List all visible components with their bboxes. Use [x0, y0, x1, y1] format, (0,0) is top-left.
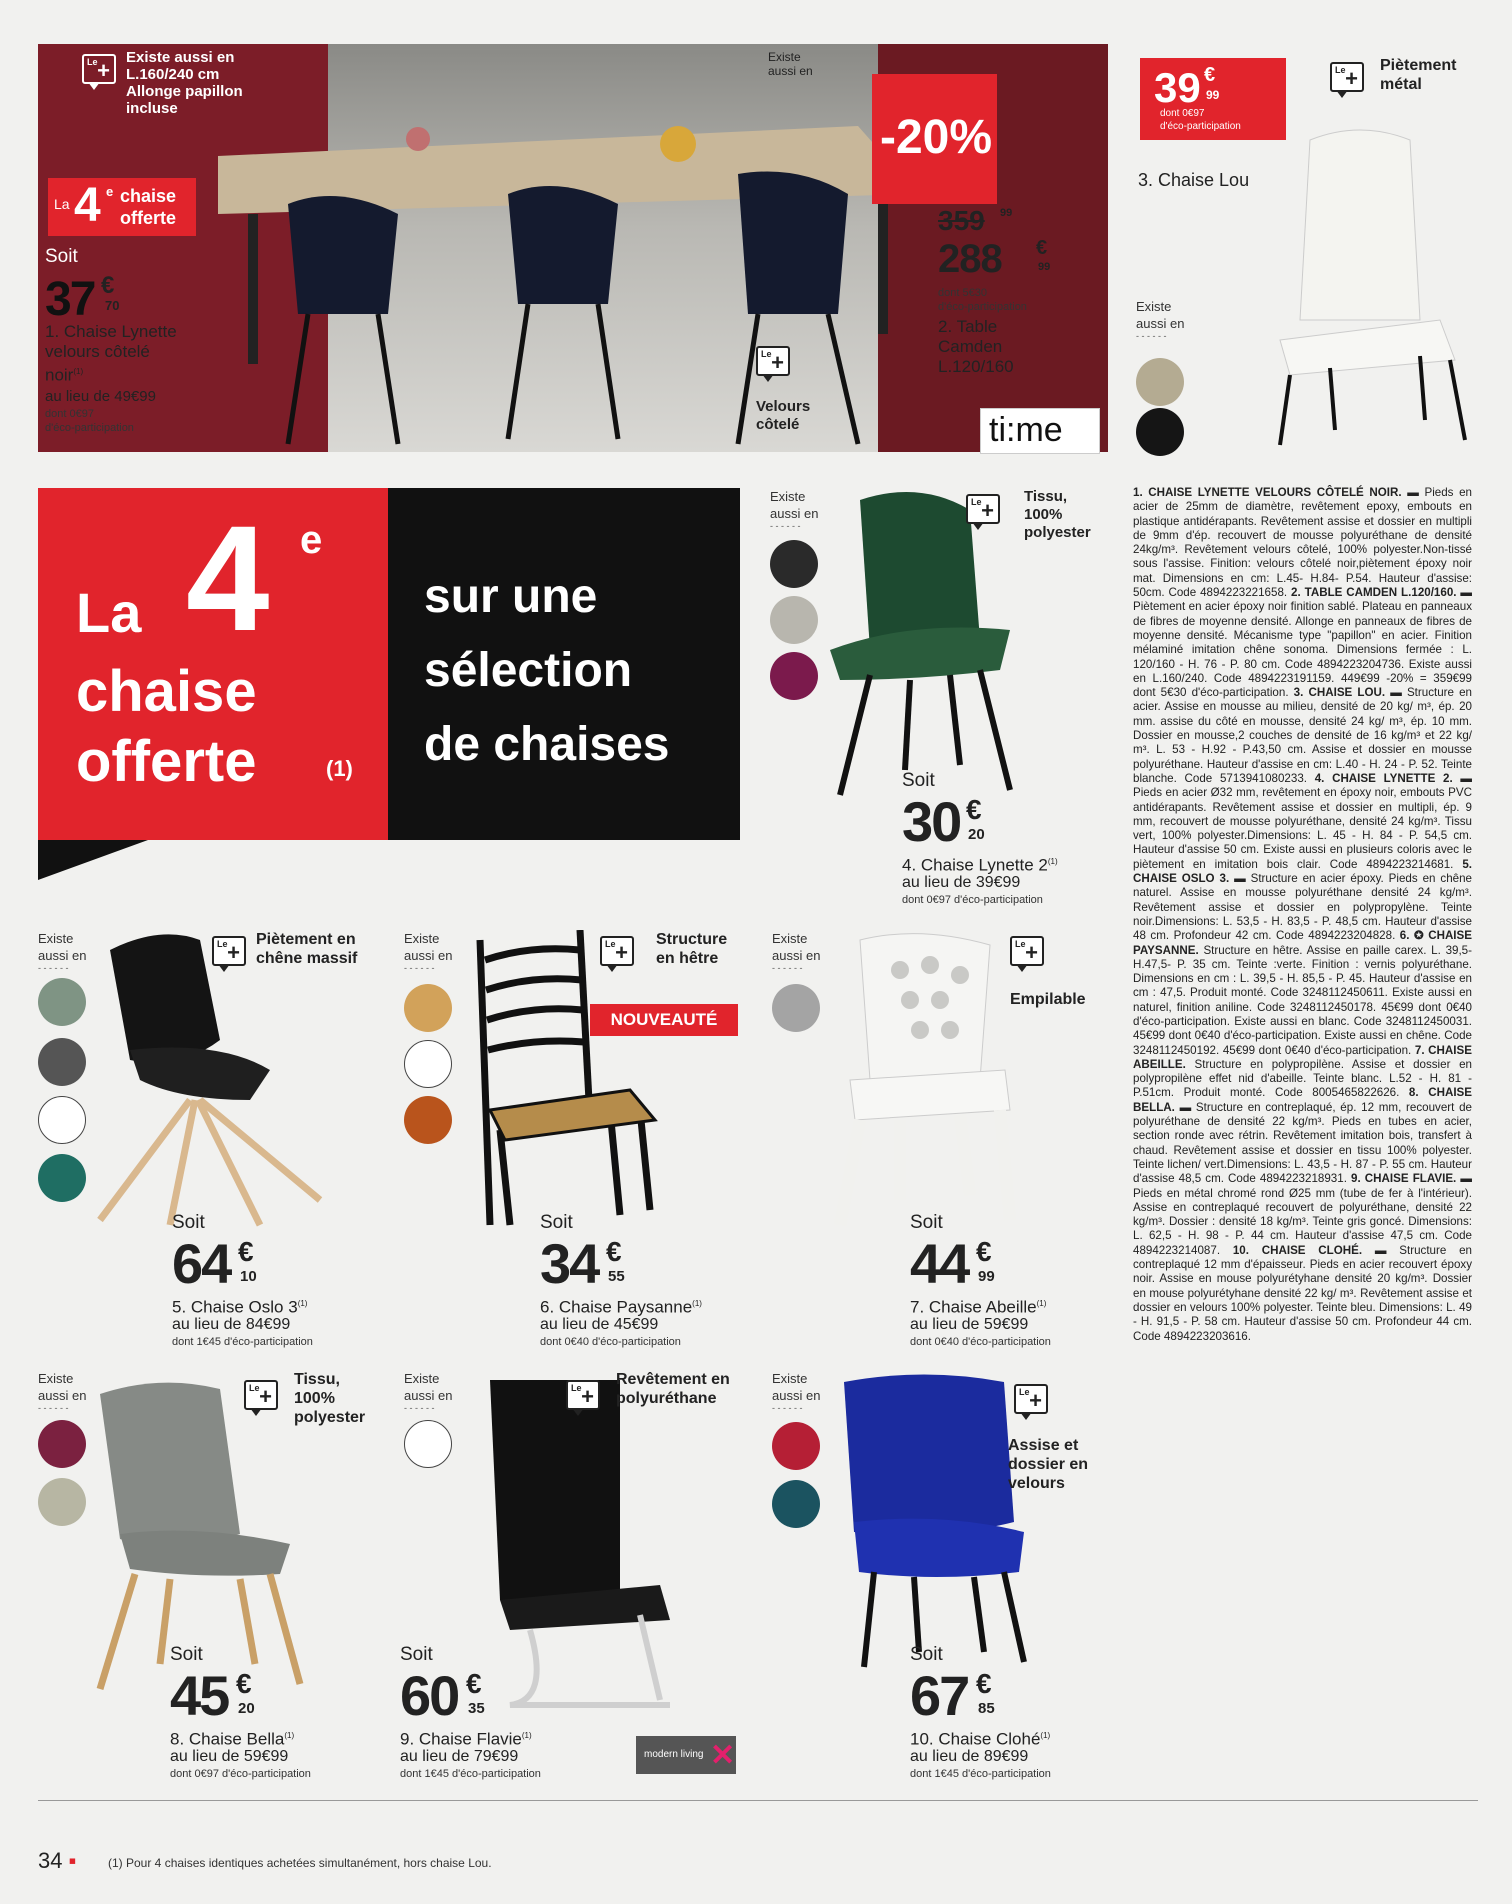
lou-name: 3. Chaise Lou — [1138, 170, 1250, 190]
swatch-oak[interactable] — [404, 984, 452, 1032]
swatch-white[interactable] — [38, 1096, 86, 1144]
swatch-white[interactable] — [404, 1420, 452, 1468]
swatch-grey[interactable] — [38, 1038, 86, 1086]
chair-lou-image — [1240, 120, 1480, 450]
item6-existe: Existe aussi en - - - — [404, 930, 464, 973]
hero-product-name: 1. Chaise Lynette velours côtelé noir$^{(1)}$ — [45, 322, 177, 385]
lou-existe: Existe aussi en - - - — [1136, 298, 1196, 341]
swatch-white[interactable] — [404, 1040, 452, 1088]
velours-feature: Velours côtelé — [756, 398, 811, 433]
item8-existe: Existe aussi en - - - — [38, 1370, 98, 1413]
discount-badge — [872, 74, 997, 204]
page-number: 34 ▪ — [38, 1848, 77, 1873]
lou-feature: Piètement métal — [1380, 57, 1457, 93]
chair-paysanne-image — [460, 930, 660, 1230]
item9-feature: Revêtement en polyuréthane — [616, 1371, 730, 1407]
item6-price: Soit 34 € 55 6. Chaise Paysanne$^{(1)}$ au lieu de 45€99 dont 0€40 d'éco-participation — [540, 1212, 702, 1348]
table-price-block: 359 99 288 € 99 dont 5€30 d'éco-participation 2. Table Camden L.120/160 — [938, 205, 1051, 376]
nouveaute-badge: NOUVEAUTÉ — [590, 1004, 738, 1036]
item10-price: Soit 67 € 85 10. Chaise Clohé$^{(1)}$ au lieu de 89€99 dont 1€45 d'éco-participation — [910, 1644, 1051, 1780]
footnote: (1) Pour 4 chaises identiques achetées simultanément, hors chaise Lou. — [108, 1856, 492, 1870]
plus-badge-icon: Le + — [1014, 1384, 1048, 1414]
item10-existe: Existe aussi en - - - — [772, 1370, 832, 1413]
table-name: 2. Table Camden L.120/160 — [938, 317, 1014, 376]
plus-badge-icon: Le + — [244, 1380, 278, 1410]
item5-price: Soit 64 € 10 5. Chaise Oslo 3$^{(1)}$ au lieu de 84€99 dont 1€45 d'éco-participation — [172, 1212, 313, 1348]
banner-tail — [38, 840, 148, 880]
item8-feature: Tissu, 100% polyester — [294, 1371, 366, 1426]
footer-divider — [38, 1800, 1478, 1801]
hero-feature: Existe aussi en L.160/240 cm Allonge papillon incluse — [126, 49, 243, 117]
item7-price: Soit 44 € 99 7. Chaise Abeille$^{(1)}$ au lieu de 59€99 dont 0€40 d'éco-participation — [910, 1212, 1051, 1348]
item4-price: Soit 30 € 20 4. Chaise Lynette 2$^{(1)}$ au lieu de 39€99 dont 0€97 d'éco-participation — [902, 770, 1058, 906]
banner-red: La 4 e chaise offerte (1) — [38, 488, 388, 840]
plus-badge-icon: Le + — [212, 936, 246, 966]
swatch-black[interactable] — [1136, 408, 1184, 456]
plus-badge-icon: Le + — [82, 54, 116, 84]
modern-living-logo: modern living ✕ — [636, 1736, 736, 1774]
lou-price-badge: 39 € 99 dont 0€97 d'éco-participation — [1140, 58, 1286, 140]
plus-badge-icon: Le + — [1010, 936, 1044, 966]
banner-black: sur une sélection de chaises — [388, 488, 740, 840]
swatch-cherry[interactable] — [404, 1096, 452, 1144]
chair-clohe-image — [834, 1372, 1034, 1672]
product-description: 1. CHAISE LYNETTE VELOURS CÔTELÉ NOIR. ▬ Pieds en acier de 25mm de diamètre, revêtement epoxy, embouts en plastique antidérapants. Revêtement assise et dossier en multipli de 9mm d'ép. recouvert de mousse polyuréthane de densité 24kg/m³. Revêtement velours côtelé, 100% polyester.Non-tissé sous l'assise. Finition: velours côtelé noir,piètement époxy noir mat. Dimensions en cm: L.45- H.84- P.54. Hauteur d'assise: 50cm. Code 4894223221658. 2. TABLE CAMDEN L.120/160. ▬ Piètement en acier époxy noir finition sablé. Plateau en panneaux de fibres de moyenne densité. Allonge en panneaux de fibres de moyenne densité. Mécanisme type "papillon" en acier. Finition mélaminé imitation chêne sonoma. Dimensions fermée : L. 120/160 - H. 76 - P. 80 cm. Code 4894223204736. Existe aussi en L.160/240. Code 4894223191159. 449€99 -20% = 359€99 dont 5€30 d'éco-participation. 3. CHAISE LOU. ▬ Structure en acier. Assise en mousse au milieu, densité de 20 kg/ m³, ép. 20 mm. assise du côté en mousse, densité 24 kg/ m³, ép. 10 mm. Dossier en mousse,2 couches de densité de 16 kg/m³ et 22 kg/ m³. L. 53 - H.92 - P.43,50 cm. Assise et dossier en mousse polyuréthane. Hauteur d'assise en cm: L.40 - H. 24 - P. 52. Teinte blanche. Code 5713941080233. 4. CHAISE LYNETTE 2. ▬ Pieds en acier Ø32 mm, revêtement en époxy noir, embouts PVC antidérapants. Revêtement assise et dossier en multipli, ép. 9 mm, recouvert de mousse polyuréthane, densité 24 kg/m³. Tissu vert, 100% polyester.Dimensions: L. 45 - H. 84 - P. 54,5 cm. Hauteur d'assise 50 cm. Existe aussi en plusieurs coloris avec le piètement en imitation bois clair. Code 4894223214681. 5. CHAISE OSLO 3. ▬ Structure en acier époxy. Pieds en chêne naturel. Assise en mousse polyuréthane densité 24 kg/m³. Revêtement assise et dossier en polypropylène. Teinte noir.Dimensions: L. 53,5 - H. 83,5 - P. 48,5 cm. Hauteur d'assise 48 cm. Profondeur 42 cm. Code 4894223204828. 6. ✪ CHAISE PAYSANNE. Structure en hêtre. Assise en paille carex. L. 39,5-H.47,5- P. 35 cm. Teinte :verte. Finition : vernis polyuréthane. Dimensions en cm : L. 39,5 - H. 85,5 - P. 45. Hauteur d'assise en cm : 47,5. Produit monté. Code 3248112450611. Existe aussi en naturel, finition aniline. Code 3248112450178. 45€99 dont 0€40 d'éco-participation. Existe aussi en blanc. Code 3248112450031. 45€99 dont 0€40 d'éco-participation. Existe aussi en chêne. Code 3248112450192. 45€99 dont 0€40 d'éco-participation. 7. CHAISE ABEILLE. Structure en polypropilène. Assise et dossier en polypropilène effet nid d'abeille. Teinte blanc. L.52 - H. 81 - P.51cm. Produit monté. Code 8005465822626. 8. CHAISE BELLA. ▬ Structure en contreplaqué, ép. 12 mm, recouvert de polyuréthane de densité 22 kg/m³. Pieds en tubes en acier, section ronde avec rétrin. Revêtement imitation bois, transfert à chaud. Revêtement assise et dossier en tissu 100% polyester. Teinte lichen/ vert.Dimensions: L. 43,5 - H. 87 - P. 55 cm. Hauteur d'assise 48,5 cm. Code 4894223218931. 9. CHAISE FLAVIE. ▬ Pieds en métal chromé rond Ø25 mm (tube de fer à l'intérieur). Assise en contreplaqué recouvert de polyuréthane, densité 22 kg/m³. Dossier : densité 18 kg/m³. Teinte gris goncé. Dimensions: L. 62,5 - H. 98 - P. 44 cm. Hauteur d'assise 47,5 cm. Code 4894223214087. 10. CHAISE CLOHÉ. ▬ Structure en contreplaqué 12 mm d'épaisseur. Pieds en acier recouvert époxy noir. Assise en mouse polyurétyhane densité 20 kg/m³. Dossier en mouse polyurétyhane densité 22 kg/ m³. Revêtement assise et dossier en velours 100% polyester. Teinte bleu. Dimensions: L. 49 - H. 91,5 - P. 58 cm. Hauteur d'assise 50 cm. Profondeur 44 cm. Code 4894223203616. — [1133, 486, 1473, 1343]
item9-existe: Existe aussi en - - - — [404, 1370, 464, 1413]
swatch-teal[interactable] — [38, 1154, 86, 1202]
item9-price: Soit 60 € 35 9. Chaise Flavie$^{(1)}$ au lieu de 79€99 dont 1€45 d'éco-participation — [400, 1644, 541, 1780]
hero-existe: Existe aussi en — [768, 50, 813, 78]
chair-abeille-image — [820, 930, 1020, 1230]
swatch-bordeaux[interactable] — [38, 1420, 86, 1468]
swatch-grey[interactable] — [772, 984, 820, 1032]
item4-existe: Existe aussi en - - - — [770, 488, 830, 531]
discount-text: -20% — [880, 111, 993, 164]
swatch-red[interactable] — [772, 1422, 820, 1470]
item10-feature: Assise et dossier en velours — [1008, 1437, 1089, 1492]
item7-existe: Existe aussi en - - - — [772, 930, 832, 973]
plus-badge-icon: Le + — [756, 346, 790, 376]
item8-price: Soit 45 € 20 8. Chaise Bella$^{(1)}$ au lieu de 59€99 dont 0€97 d'éco-participation — [170, 1644, 311, 1780]
plus-badge-icon: Le + — [600, 936, 634, 966]
hero-price-block: Soit 37 € 70 1. Chaise Lynette velours côtelé noir$^{(1)}$ au lieu de 49€99 dont 0€97 d'éco-participation — [45, 246, 177, 434]
swatch-petrol[interactable] — [772, 1480, 820, 1528]
swatch-sage[interactable] — [38, 978, 86, 1026]
item4-feature: Tissu, 100% polyester — [1024, 488, 1091, 541]
swatch-beige[interactable] — [38, 1478, 86, 1526]
plus-badge-icon: Le + — [566, 1380, 600, 1410]
item6-feature: Structure en hêtre — [656, 931, 728, 967]
item5-feature: Piètement en chêne massif — [256, 931, 358, 967]
hero-promo-badge: La 4 e chaise offerte — [48, 178, 196, 236]
item7-feature: Empilable — [1010, 991, 1086, 1008]
time-logo: ti:me — [980, 408, 1100, 454]
plus-badge-icon: Le + — [1330, 62, 1364, 92]
swatch-beige[interactable] — [1136, 358, 1184, 406]
chair-oslo3-image — [90, 930, 330, 1230]
chair-lynette2-image — [810, 480, 1040, 800]
plus-badge-icon: Le + — [966, 494, 1000, 524]
item5-existe: Existe aussi en - - - — [38, 930, 98, 973]
